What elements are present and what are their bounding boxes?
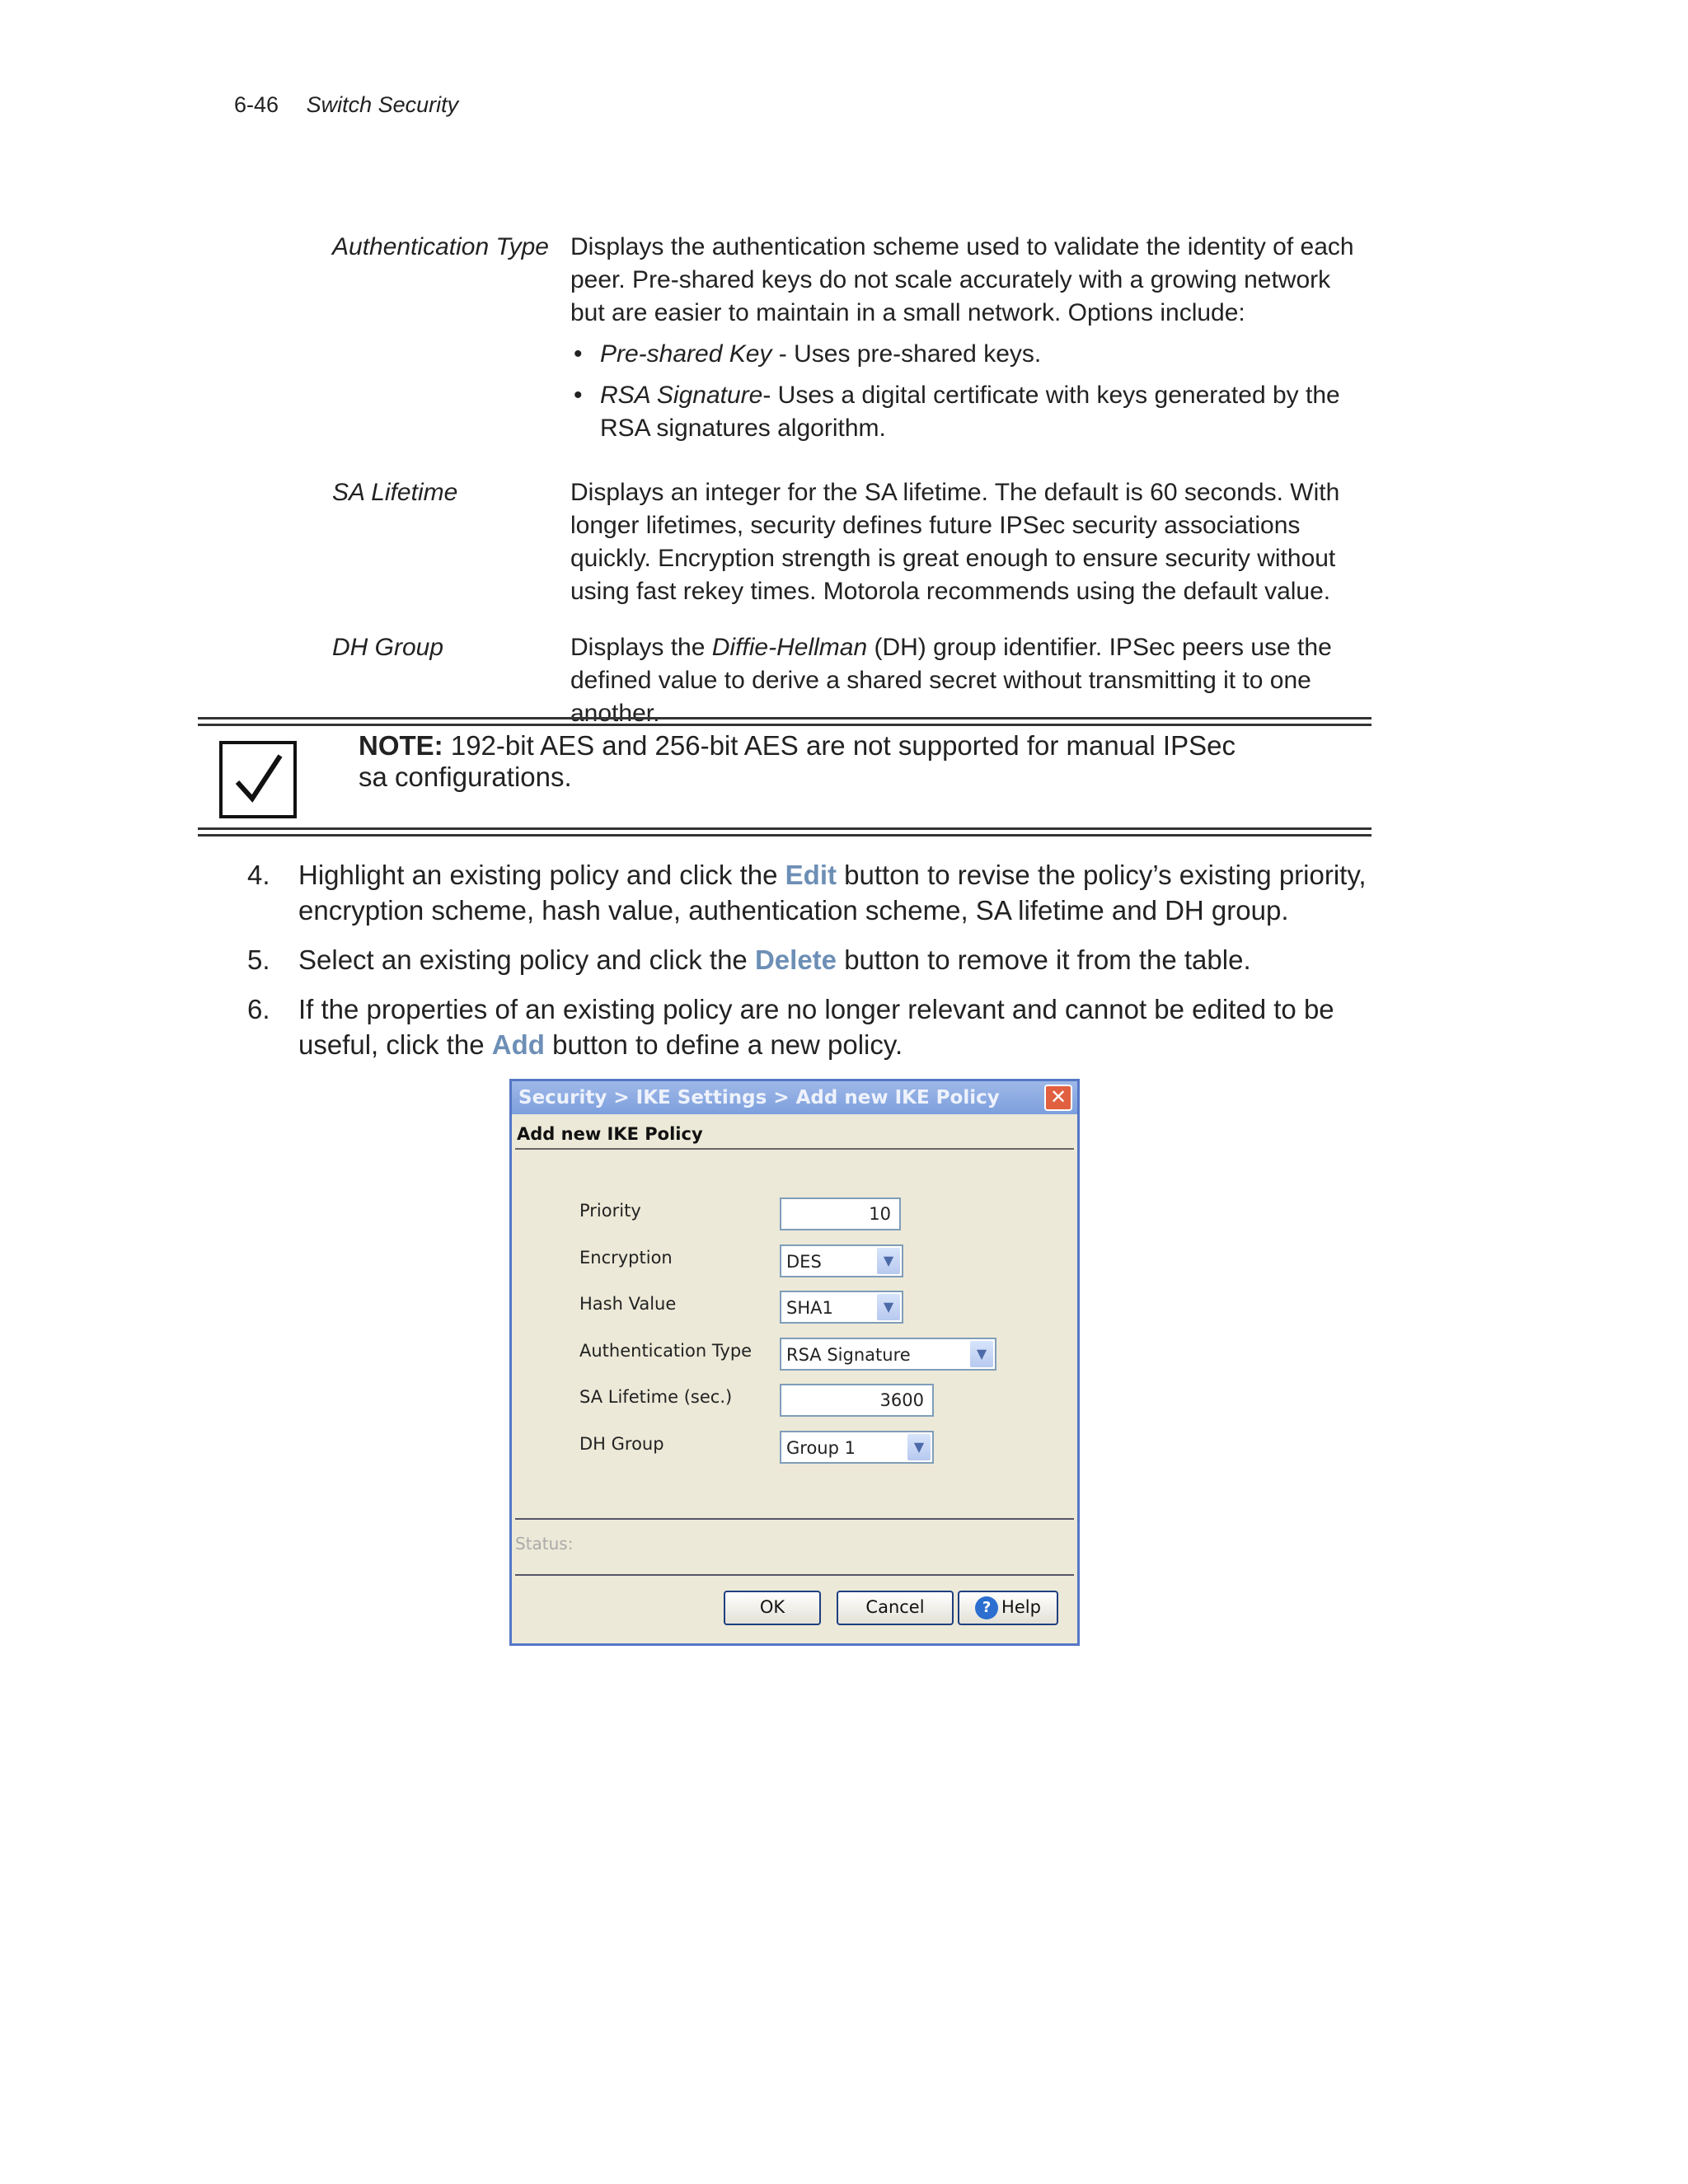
divider xyxy=(515,1518,1074,1520)
divider xyxy=(198,827,1372,830)
divider xyxy=(198,717,1372,719)
auth-type-value: RSA Signature xyxy=(786,1345,911,1365)
divider xyxy=(515,1574,1074,1576)
auth-type-row xyxy=(512,1338,1077,1371)
divider xyxy=(198,724,1372,726)
param-name: SA Lifetime xyxy=(332,479,458,506)
note-label: NOTE: xyxy=(359,730,443,761)
page-header xyxy=(234,92,458,118)
note-box xyxy=(198,717,1372,837)
priority-label: Priority xyxy=(579,1201,641,1221)
note-text xyxy=(359,730,1265,793)
step-item xyxy=(247,857,1401,928)
list-item xyxy=(570,379,1371,445)
dh-group-select[interactable] xyxy=(780,1431,934,1464)
priority-row xyxy=(512,1197,1077,1230)
param-row-sa-lifetime xyxy=(332,476,1371,608)
description-text: Displays the xyxy=(570,634,712,661)
dialog-subtitle: Add new IKE Policy xyxy=(517,1124,703,1144)
option-text: - Uses a digital certificate with keys generated by the RSA signatures algorithm. xyxy=(600,382,1340,442)
step-text-part: If the properties of an existing policy are no longer relevant and cannot be edited to be useful, click the xyxy=(298,994,1334,1060)
step-text-part: button to remove it from the table. xyxy=(837,944,1251,975)
dialog-titlebar[interactable] xyxy=(512,1081,1077,1114)
chevron-down-icon[interactable]: ▼ xyxy=(877,1248,900,1274)
parameter-table xyxy=(332,231,1371,753)
description-term: Diffie-Hellman xyxy=(711,634,868,661)
param-name: DH Group xyxy=(332,634,444,661)
lifetime-input[interactable]: 3600 xyxy=(780,1384,934,1417)
encryption-row xyxy=(512,1244,1077,1277)
step-text-part: button to revise the policy’s existing priority, encryption scheme, hash value, authentication scheme, SA lifetime and DH group. xyxy=(298,860,1367,926)
help-button-label: Help xyxy=(1001,1597,1041,1617)
dh-group-value: Group 1 xyxy=(786,1438,856,1458)
auth-type-select[interactable] xyxy=(780,1338,996,1371)
dh-group-row xyxy=(512,1431,1077,1464)
divider xyxy=(515,1148,1074,1150)
divider xyxy=(198,834,1372,837)
param-row-dh-group xyxy=(332,631,1371,730)
step-number: 6. xyxy=(247,994,270,1024)
list-item xyxy=(570,338,1371,371)
hash-row xyxy=(512,1291,1077,1324)
step-item xyxy=(247,991,1401,1062)
step-text xyxy=(298,857,1401,928)
chevron-down-icon[interactable]: ▼ xyxy=(907,1434,931,1460)
param-description xyxy=(570,631,1371,730)
ok-button[interactable]: OK xyxy=(724,1591,821,1625)
option-term: RSA Signature xyxy=(600,382,763,409)
hash-value: SHA1 xyxy=(786,1298,833,1318)
section-title: Switch Security xyxy=(306,92,459,117)
step-text xyxy=(298,942,1401,977)
description-text: Displays the authentication scheme used to validate the identity of each peer. Pre-shared keys do not scale accurately with a growing network but are easier to maintain in a small network. Options include: xyxy=(570,233,1354,326)
encryption-label: Encryption xyxy=(579,1248,673,1268)
param-description xyxy=(570,231,1371,453)
cancel-button[interactable]: Cancel xyxy=(837,1591,954,1625)
status-label: Status: xyxy=(515,1534,574,1554)
step-text-part: button to define a new policy. xyxy=(544,1029,903,1060)
note-body: 192-bit AES and 256-bit AES are not supported for manual IPSec sa configurations. xyxy=(359,730,1236,792)
add-button-ref: Add xyxy=(491,1029,545,1060)
options-list xyxy=(570,338,1371,445)
param-row-authentication-type xyxy=(332,231,1371,453)
add-ike-policy-dialog xyxy=(509,1079,1080,1646)
chevron-down-icon[interactable]: ▼ xyxy=(877,1294,900,1320)
chevron-down-icon[interactable]: ▼ xyxy=(970,1341,993,1367)
hash-label: Hash Value xyxy=(579,1294,677,1314)
step-number: 4. xyxy=(247,860,270,890)
dialog-title: Security > IKE Settings > Add new IKE Policy xyxy=(518,1087,1000,1108)
step-item xyxy=(247,942,1401,977)
step-text-part: Select an existing policy and click the xyxy=(298,944,755,975)
help-button[interactable] xyxy=(958,1591,1058,1625)
encryption-value: DES xyxy=(786,1252,822,1272)
option-term: Pre-shared Key xyxy=(600,340,772,368)
steps-list xyxy=(247,857,1401,1076)
hash-select[interactable] xyxy=(780,1291,903,1324)
close-icon[interactable]: ✕ xyxy=(1044,1085,1072,1111)
lifetime-row xyxy=(512,1384,1077,1417)
help-icon: ? xyxy=(975,1596,998,1619)
checkmark-icon xyxy=(219,741,297,818)
param-description: Displays an integer for the SA lifetime. The default is 60 seconds. With longer lifetimes, security defines future IPSec security associations quickly. Encryption strength is great enough to ensure security without using fast rekey times. Motorola recommends using the default value. xyxy=(570,479,1340,605)
auth-type-label: Authentication Type xyxy=(579,1341,753,1361)
step-text-part: Highlight an existing policy and click the xyxy=(298,860,785,890)
option-text: - Uses pre-shared keys. xyxy=(771,340,1042,368)
delete-button-ref: Delete xyxy=(754,944,837,975)
page-number: 6-46 xyxy=(234,92,279,117)
step-text xyxy=(298,991,1401,1062)
description-text: (DH) group identifier. IPSec peers use the defined value to derive a shared secret without transmitting it to one another. xyxy=(570,634,1332,727)
priority-input[interactable]: 10 xyxy=(780,1197,901,1230)
step-number: 5. xyxy=(247,944,270,975)
encryption-select[interactable] xyxy=(780,1244,903,1277)
dh-group-label: DH Group xyxy=(579,1434,664,1454)
edit-button-ref: Edit xyxy=(785,860,837,890)
lifetime-label: SA Lifetime (sec.) xyxy=(579,1387,733,1407)
param-name: Authentication Type xyxy=(332,233,549,260)
